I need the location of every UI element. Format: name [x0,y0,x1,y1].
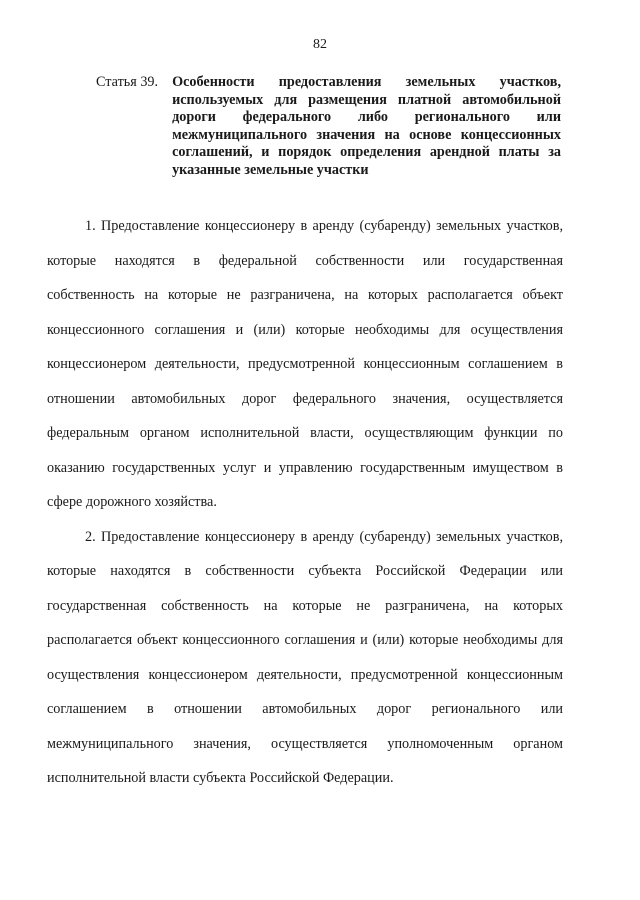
page-number: 82 [313,37,327,52]
article-label: Статья 39. [96,74,159,90]
paragraph-1: 1. Предоставление концессионеру в аренду (субаренду) земельных участков, которые находятся в федеральной собственности или государственная собственность на которые не разграничена, на которых располагается объект концессионного соглашения и (или) которые необходимы для осуществления концессионером деятельности, предусмотренной концессионным соглашением в отношении автомобильных дорог федерального значения, осуществляется федеральным органом исполнительной власти, осуществляющим функции по оказанию государственных услуг и управлению государственным имуществом в сфере дорожного хозяйства. [47,218,563,510]
paragraph-2: 2. Предоставление концессионеру в аренду (субаренду) земельных участков, которые находятся в собственности субъекта Российской Федерации или государственная собственность на которые не разграничена, на которых располагается объект концессионного соглашения и (или) которые необходимы для осуществления концессионером деятельности, предусмотренной концессионным соглашением в отношении автомобильных дорог регионального или межмуниципального значения, осуществляется уполномоченным органом исполнительной власти субъекта Российской Федерации. [47,528,563,786]
article-title: Особенности предоставления земельных участков, используемых для размещения платной автомобильной дороги федерального либо регионального или межмуниципального значения на основе концессионных соглашений, и порядок определения арендной платы за указанные земельные участки [172,74,561,178]
article-body [47,209,563,796]
article-heading [96,74,561,179]
